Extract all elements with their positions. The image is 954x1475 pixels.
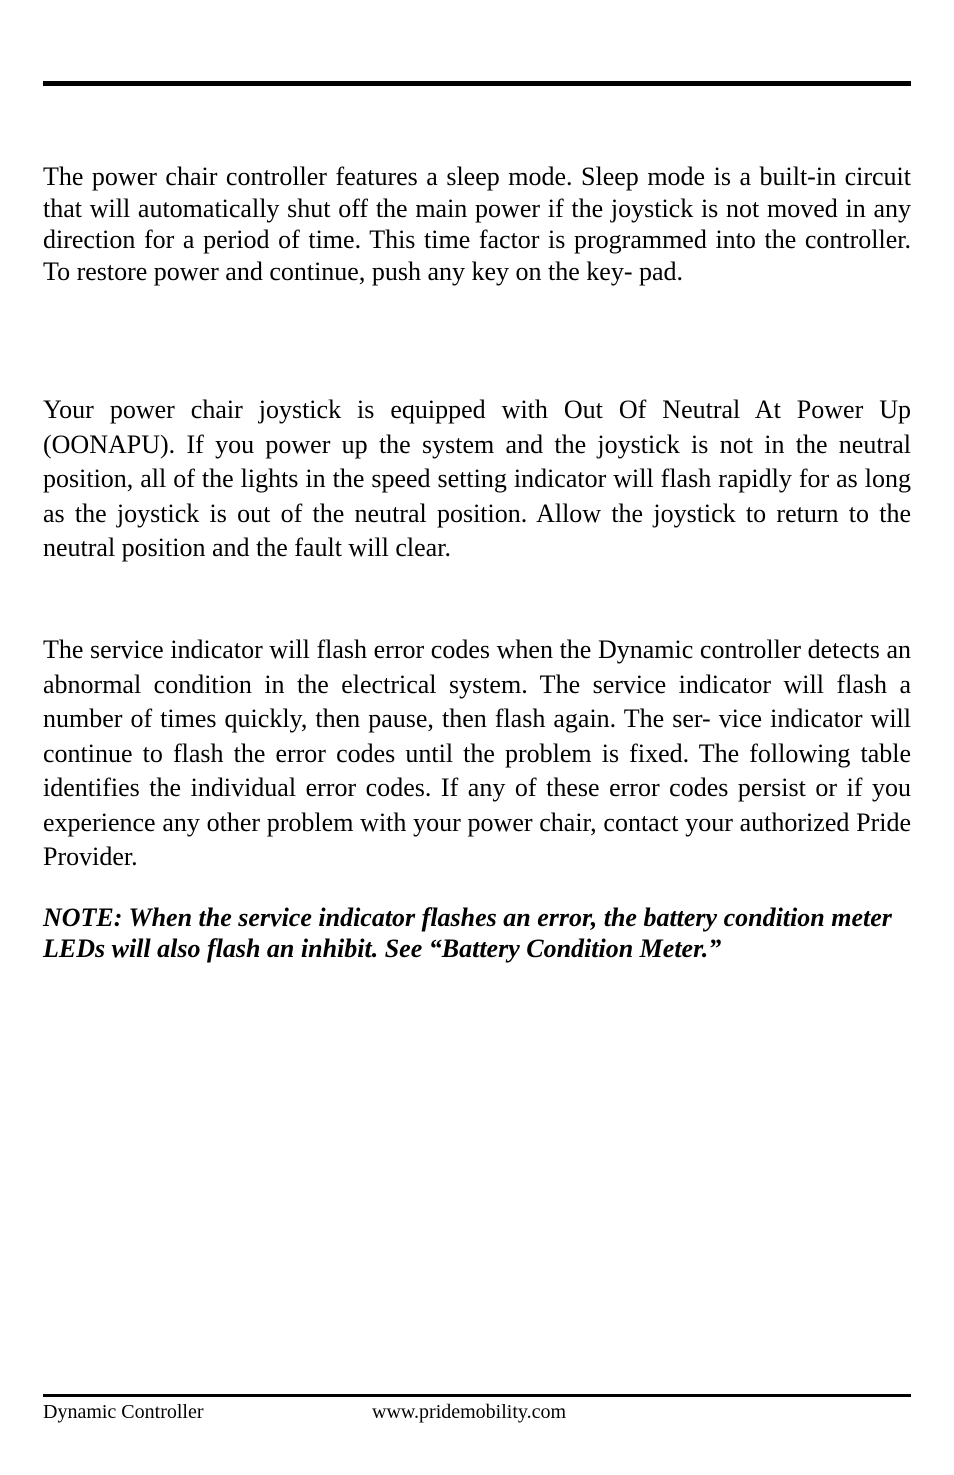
note-paragraph: NOTE: When the service indicator flashes an error, the battery condition meter LEDs will also flash an inhibit. See “Battery Condition Meter.”	[43, 903, 892, 963]
footer-url: www.pridemobility.com	[372, 1401, 567, 1423]
service-indicator-paragraph: The service indicator will flash error codes when the Dynamic controller detects an abnormal condition in the electrical system. The service indicator will flash a number of times quickly, then pause, then flash again. The ser- vice indicator will continue to flash the error codes until the problem is fixed. The following table identifies the individual error codes. If any of these error codes persist or if you experience any other problem with your power chair, contact your authorized Pride Provider.	[43, 635, 911, 871]
oonapu-paragraph: Your power chair joystick is equipped with Out Of Neutral At Power Up (OONAPU). If you power up the system and the joystick is not in the neutral position, all of the lights in the speed setting indicator will flash rapidly for as long as the joystick is out of the neutral position. Allow the joystick to return to the neutral position and the fault will clear.	[43, 395, 911, 562]
footer-title: Dynamic Controller	[43, 1401, 204, 1423]
sleep-mode-paragraph: The power chair controller features a sleep mode. Sleep mode is a built-in circuit that will automatically shut off the main power if the joystick is not moved in any direction for a period of time. This time factor is programmed into the controller. To restore power and continue, push any key on the key- pad.	[43, 162, 911, 286]
footer-rule	[43, 1394, 911, 1397]
header-rule	[43, 81, 911, 86]
